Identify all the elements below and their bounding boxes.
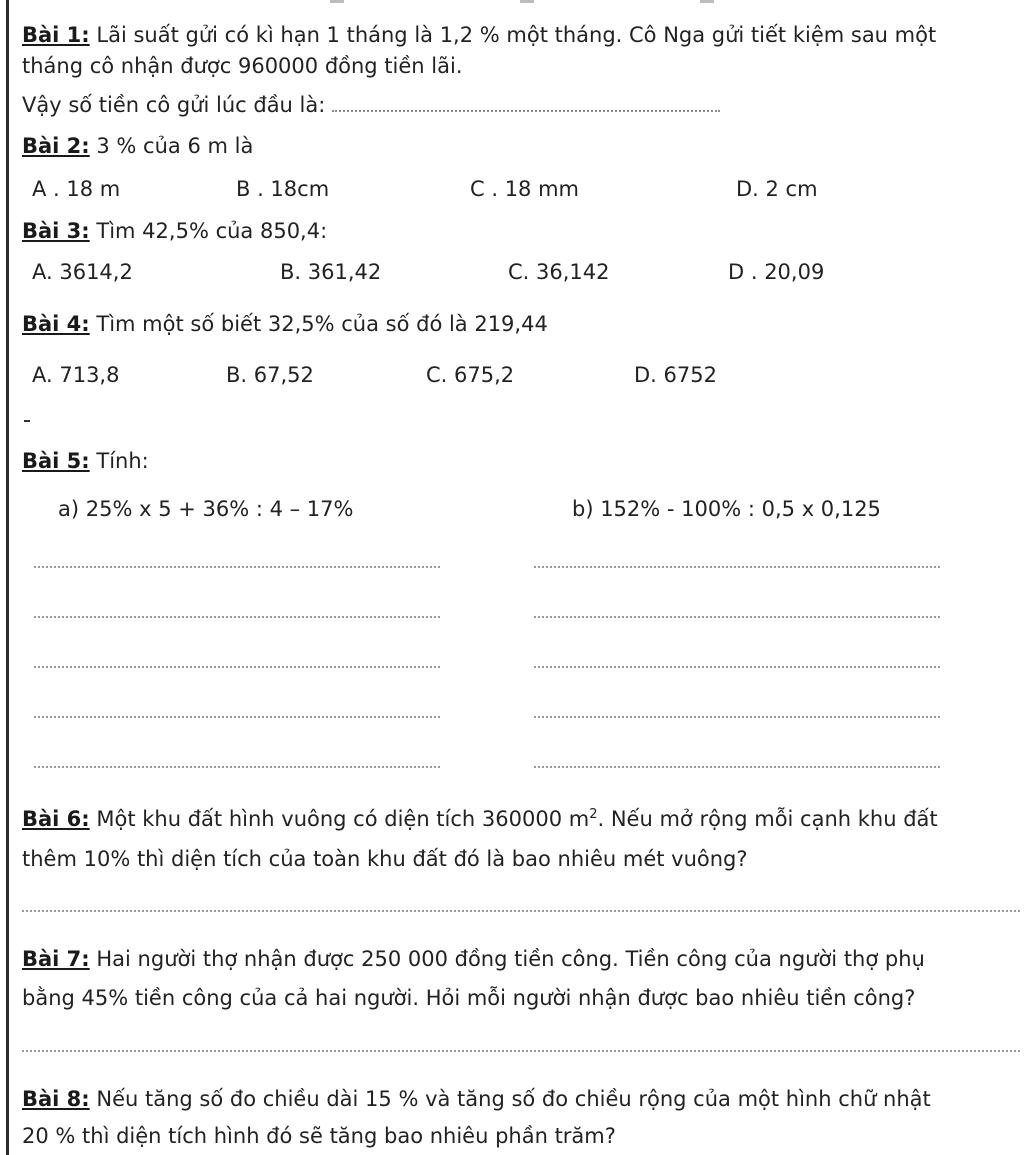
bai5-text: Tính: <box>96 449 149 473</box>
bai5-b-answer-line[interactable] <box>534 766 940 768</box>
bai5-part-a: a) 25% x 5 + 36% : 4 – 17% <box>58 497 354 521</box>
bai5-a-answer-line[interactable] <box>34 716 440 718</box>
bai5-a-answer-line[interactable] <box>34 566 440 568</box>
bai1-question: Vậy số tiền cô gửi lúc đầu là: <box>22 93 326 117</box>
bai4-option-c[interactable]: C. 675,2 <box>426 363 515 387</box>
bai6-label: Bài 6: <box>22 807 90 831</box>
bai6-text-b: . Nếu mở rộng mỗi cạnh khu đất <box>597 807 938 831</box>
bai7-answer-line[interactable] <box>22 1050 1020 1052</box>
bai3-label: Bài 3: <box>22 219 90 243</box>
top-crop-mark <box>700 0 714 3</box>
bai5-label: Bài 5: <box>22 449 90 473</box>
bai6-line1 <box>22 806 938 832</box>
bai5-a-answer-line[interactable] <box>34 766 440 768</box>
bai5-b-answer-line[interactable] <box>534 616 940 618</box>
bai6-text-line2: thêm 10% thì diện tích của toàn khu đất đó là bao nhiêu mét vuông? <box>22 847 748 871</box>
bai7-text-line2: bằng 45% tiền công của cả hai người. Hỏi mỗi người nhận được bao nhiêu tiền công? <box>22 986 916 1010</box>
bai7-label: Bài 7: <box>22 947 90 971</box>
bai1-label: Bài 1: <box>22 23 90 47</box>
bai6-text-a: Một khu đất hình vuông có diện tích 360000 m <box>96 807 590 831</box>
bai3-option-b[interactable]: B. 361,42 <box>280 260 382 284</box>
bai1-answer-blank[interactable] <box>332 96 720 112</box>
top-crop-mark <box>520 0 534 3</box>
bai1-question-line <box>22 92 720 118</box>
bai4-option-d[interactable]: D. 6752 <box>634 363 717 387</box>
bai8-label: Bài 8: <box>22 1087 90 1111</box>
bai2-option-c[interactable]: C . 18 mm <box>470 177 579 201</box>
bai1-text-line2: tháng cô nhận được 960000 đồng tiền lãi. <box>22 54 463 78</box>
bai6-answer-line[interactable] <box>22 910 1020 912</box>
bai2-option-a[interactable]: A . 18 m <box>32 177 121 201</box>
bai7-line1 <box>22 946 925 972</box>
bai4-label: Bài 4: <box>22 312 90 336</box>
bai3-option-d[interactable]: D . 20,09 <box>728 260 825 284</box>
bai1-line1 <box>22 22 936 48</box>
bai7-text-line1: Hai người thợ nhận được 250 000 đồng tiền công. Tiền công của người thợ phụ <box>96 947 925 971</box>
bai1-text-line1: Lãi suất gửi có kì hạn 1 tháng là 1,2 % một tháng. Cô Nga gửi tiết kiệm sau một <box>96 23 937 47</box>
bai2-label: Bài 2: <box>22 134 90 158</box>
bai4-option-b[interactable]: B. 67,52 <box>226 363 314 387</box>
bai5-b-answer-line[interactable] <box>534 666 940 668</box>
bai3-line <box>22 218 327 244</box>
bai2-option-d[interactable]: D. 2 cm <box>736 177 818 201</box>
bai5-b-answer-line[interactable] <box>534 566 940 568</box>
bai8-text-line2: 20 % thì diện tích hình đó sẽ tăng bao nhiêu phần trăm? <box>22 1124 616 1148</box>
bai5-part-b: b) 152% - 100% : 0,5 x 0,125 <box>572 497 881 521</box>
bai4-line <box>22 311 548 337</box>
bai2-text: 3 % của 6 m là <box>96 134 254 158</box>
bai5-a-answer-line[interactable] <box>34 666 440 668</box>
bai2-option-b[interactable]: B . 18cm <box>236 177 330 201</box>
top-crop-mark <box>330 0 344 3</box>
bai4-option-a[interactable]: A. 713,8 <box>32 363 120 387</box>
stray-dash <box>24 420 30 422</box>
bai5-line <box>22 448 149 474</box>
bai5-b-answer-line[interactable] <box>534 716 940 718</box>
bai3-option-a[interactable]: A. 3614,2 <box>32 260 133 284</box>
bai6-exponent: 2 <box>589 807 598 822</box>
bai8-line1 <box>22 1086 931 1112</box>
page-left-border <box>6 0 9 1155</box>
bai3-text: Tìm 42,5% của 850,4: <box>96 219 328 243</box>
bai5-a-answer-line[interactable] <box>34 616 440 618</box>
bai3-option-c[interactable]: C. 36,142 <box>508 260 610 284</box>
bai4-text: Tìm một số biết 32,5% của số đó là 219,44 <box>96 312 548 336</box>
bai8-text-line1: Nếu tăng số đo chiều dài 15 % và tăng số đo chiều rộng của một hình chữ nhật <box>96 1087 931 1111</box>
bai2-line <box>22 133 253 159</box>
